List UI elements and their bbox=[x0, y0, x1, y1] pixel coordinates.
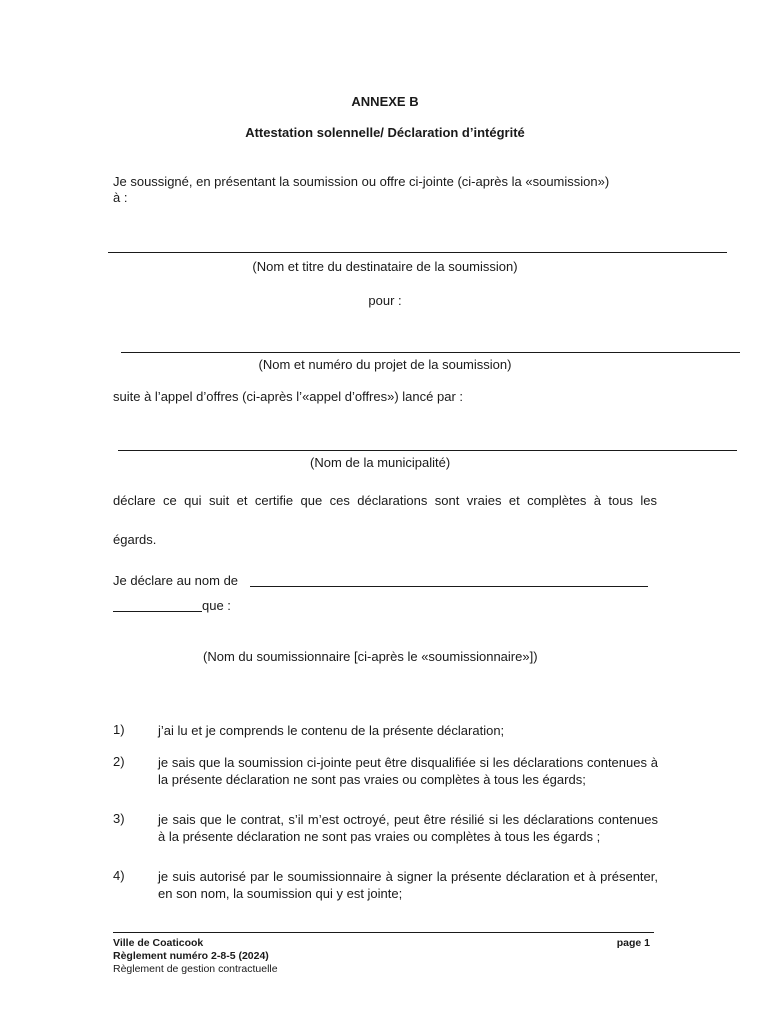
item-number: 4) bbox=[113, 868, 125, 883]
footer-city: Ville de Coaticook bbox=[113, 937, 204, 949]
on-behalf-label: Je déclare au nom de bbox=[113, 573, 239, 588]
intro-line-2: à : bbox=[113, 190, 128, 205]
footer-divider bbox=[113, 932, 654, 933]
item-number: 2) bbox=[113, 754, 125, 769]
project-name-line[interactable] bbox=[121, 352, 740, 353]
item-text: je sais que le contrat, s’il m’est octroyé, peut être résilié si les déclarations contenues à la présente déclaration ne sont pas vraies ou complètes à tous les égards ; bbox=[158, 812, 658, 844]
item-text: je suis autorisé par le soumissionnaire à signer la présente déclaration et à présenter, en son nom, la soumission qui y est jointe; bbox=[158, 869, 658, 901]
document-title: Attestation solennelle/ Déclaration d’intégrité bbox=[245, 125, 525, 140]
municipality-name-line[interactable] bbox=[118, 450, 737, 451]
tender-text: suite à l’appel d’offres (ci-après l’«appel d’offres») lancé par : bbox=[113, 389, 463, 404]
bidder-caption: (Nom du soumissionnaire [ci-après le «soumissionnaire»]) bbox=[203, 649, 538, 664]
item-text: j’ai lu et je comprends le contenu de la présente déclaration; bbox=[158, 723, 505, 738]
item-number: 3) bbox=[113, 811, 125, 826]
project-caption: (Nom et numéro du projet de la soumission) bbox=[258, 357, 512, 372]
recipient-name-line[interactable] bbox=[108, 252, 727, 253]
bidder-name-line[interactable] bbox=[250, 586, 648, 587]
bidder-name-line-2[interactable] bbox=[113, 611, 202, 612]
municipality-caption: (Nom de la municipalité) bbox=[310, 455, 451, 470]
recipient-caption: (Nom et titre du destinataire de la soumission) bbox=[252, 259, 518, 274]
annex-heading: ANNEXE B bbox=[351, 94, 419, 109]
footer-bylaw-number: Règlement numéro 2-8-5 (2024) bbox=[113, 950, 269, 962]
pour-label: pour : bbox=[368, 293, 402, 308]
item-number: 1) bbox=[113, 722, 125, 737]
footer-page-number: page 1 bbox=[616, 937, 650, 949]
declare-line-1: déclare ce qui suit et certifie que ces déclarations sont vraies et complètes à tous les bbox=[113, 493, 657, 508]
intro-line-1: Je soussigné, en présentant la soumission ou offre ci-jointe (ci-après la «soumission») bbox=[113, 174, 610, 189]
item-text: je sais que la soumission ci-jointe peut être disqualifiée si les déclarations contenues à la présente déclaration ne sont pas vraies ou complètes à tous les égards; bbox=[158, 755, 658, 787]
declare-line-2: égards. bbox=[113, 532, 157, 547]
que-label: que : bbox=[202, 598, 231, 613]
footer-bylaw-title: Règlement de gestion contractuelle bbox=[113, 963, 278, 975]
